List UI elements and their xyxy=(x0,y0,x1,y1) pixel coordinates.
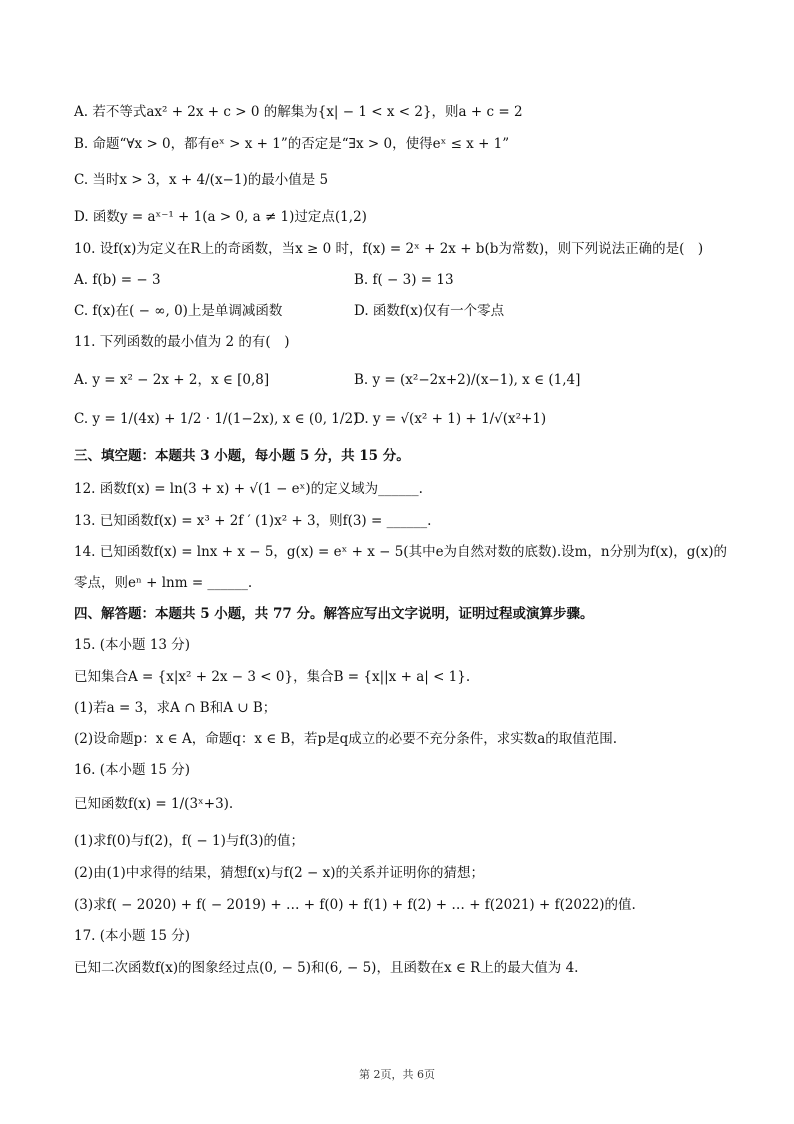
question-15-title: 15. (本小题 13 分) xyxy=(74,637,191,653)
question-16-title: 16. (本小题 15 分) xyxy=(74,762,191,778)
q16-part-2: (2)由(1)中求得的结果，猜想f(x)与f(2 − x)的关系并证明你的猜想； xyxy=(74,865,485,881)
question-10: 10. 设f(x)为定义在R上的奇函数，当x ≥ 0 时，f(x) = 2ˣ + 2x + b(b为常数)，则下列说法正确的是( ) xyxy=(74,241,704,257)
question-11: 11. 下列函数的最小值为 2 的有( ) xyxy=(74,334,290,350)
question-13: 13. 已知函数f(x) = x³ + 2f ′ (1)x² + 3，则f(3) = ______. xyxy=(74,513,432,529)
q15-part-2: (2)设命题p：x ∈ A，命题q：x ∈ B，若p是q成立的必要不充分条件，求实数a的取值范围. xyxy=(74,731,618,747)
q9-option-d: D. 函数y = aˣ⁻¹ + 1(a > 0, a ≠ 1)过定点(1,2) xyxy=(74,209,367,225)
q11-option-a: A. y = x² − 2x + 2，x ∈ [0,8] xyxy=(74,372,270,388)
q16-part-3: (3)求f( − 2020) + f( − 2019) + … + f(0) + f(1) + f(2) + … + f(2021) + f(2022)的值. xyxy=(74,897,636,913)
q9-option-a: A. 若不等式ax² + 2x + c > 0 的解集为{x| − 1 < x < 2}，则a + c = 2 xyxy=(74,104,523,120)
q11-option-d: D. y = √(x² + 1) + 1/√(x²+1) xyxy=(354,411,547,427)
question-17-title: 17. (本小题 15 分) xyxy=(74,928,191,944)
question-14: 14. 已知函数f(x) = lnx + x − 5，g(x) = eˣ + x − 5(其中e为自然对数的底数).设m，n分别为f(x)，g(x)的 xyxy=(74,544,728,560)
q11-option-c: C. y = 1/(4x) + 1/2 · 1/(1−2x), x ∈ (0, 1/2) xyxy=(74,411,359,427)
question-16-stem: 已知函数f(x) = 1/(3ˣ+3). xyxy=(74,796,234,812)
q9-option-c: C. 当时x > 3，x + 4/(x−1)的最小值是 5 xyxy=(74,172,329,188)
q10-option-a: A. f(b) = − 3 xyxy=(74,272,161,288)
q10-option-c: C. f(x)在( − ∞, 0)上是单调减函数 xyxy=(74,303,283,319)
page-footer: 第 2页，共 6页 xyxy=(359,1068,435,1081)
question-14-cont: 零点，则eⁿ + lnm = ______. xyxy=(74,575,253,591)
section-fill-in-heading: 三、填空题：本题共 3 小题，每小题 5 分，共 15 分。 xyxy=(74,448,410,464)
q15-part-1: (1)若a = 3，求A ∩ B和A ∪ B； xyxy=(74,700,277,716)
section-solve-heading: 四、解答题：本题共 5 小题，共 77 分。解答应写出文字说明，证明过程或演算步骤。 xyxy=(74,606,594,622)
q10-option-b: B. f( − 3) = 13 xyxy=(354,272,454,288)
q16-part-1: (1)求f(0)与f(2)，f( − 1)与f(3)的值； xyxy=(74,833,304,849)
q9-option-b: B. 命题“∀x > 0，都有eˣ > x + 1”的否定是“∃x > 0，使得eˣ ≤ x + 1” xyxy=(74,136,510,152)
q11-option-b: B. y = (x²−2x+2)/(x−1), x ∈ (1,4] xyxy=(354,372,581,388)
question-15-stem: 已知集合A = {x|x² + 2x − 3 < 0}，集合B = {x||x + a| < 1}. xyxy=(74,669,471,685)
q10-option-d: D. 函数f(x)仅有一个零点 xyxy=(354,303,505,319)
question-12: 12. 函数f(x) = ln(3 + x) + √(1 − eˣ)的定义域为______. xyxy=(74,481,423,497)
question-17-stem: 已知二次函数f(x)的图象经过点(0, − 5)和(6, − 5)，且函数在x ∈ R上的最大值为 4. xyxy=(74,960,579,976)
